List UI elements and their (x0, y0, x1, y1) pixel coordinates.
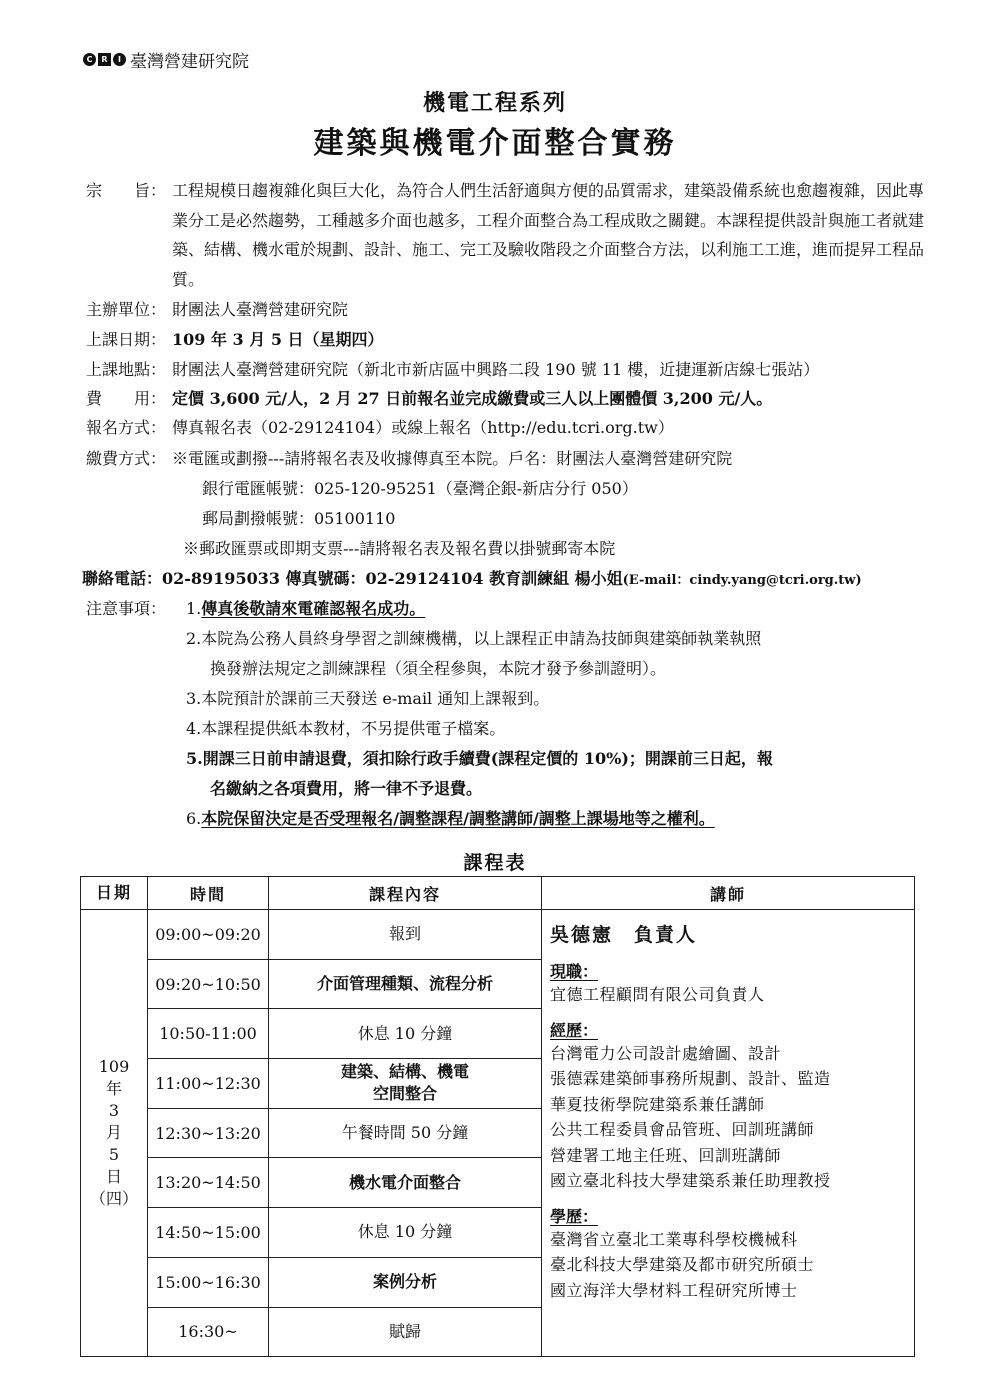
course-series: 機電工程系列 (422, 90, 567, 116)
experience-label: 經歷： (550, 1020, 599, 1040)
payment-method-1: ※電匯或劃撥---請將報名表及收據傳真至本院。戶名：財團法人臺灣營建研究院 (172, 449, 733, 468)
notes-row-1 (86, 594, 425, 623)
payment-label: 繳費方式： (86, 449, 167, 468)
note-6-row (186, 804, 715, 833)
time-cell: 10:50-11:00 (148, 1009, 269, 1059)
current-position-label: 現職： (550, 962, 599, 981)
column-header-content: 課程內容 (269, 877, 542, 910)
table-header-row (81, 877, 915, 910)
content-cell: 休息 10 分鐘 (269, 1208, 542, 1258)
date-line: 月 (105, 1123, 122, 1143)
date-line: 日 (105, 1167, 122, 1187)
venue-row (86, 355, 819, 384)
fee-row (86, 384, 772, 413)
fee-label: 費 用： (86, 389, 167, 408)
note-6: 本院保留決定是否受理報名/調整課程/調整講師/調整上課場地等之權利。 (201, 809, 715, 828)
time-cell: 09:00~09:20 (148, 910, 269, 960)
note-2a: 2.本院為公務人員終身學習之訓練機構，以上課程正申請為技師與建築師執業執照 (186, 629, 762, 648)
logo-letter: I (113, 53, 126, 66)
organizer-value: 財團法人臺灣營建研究院 (172, 300, 349, 319)
venue-value: 財團法人臺灣營建研究院（新北市新店區中興路二段 190 號 11 樓，近捷運新店線七張站） (172, 360, 820, 379)
register-row (86, 413, 674, 442)
payment-method-2: ※郵政匯票或即期支票---請將報名表及報名費以掛號郵寄本院 (183, 539, 616, 558)
date-line: 5 (108, 1145, 120, 1165)
date-line: 年 (105, 1079, 122, 1099)
note-1: 傳真後敬請來電確認報名成功。 (201, 599, 426, 618)
contact-row (82, 564, 862, 595)
note-5b: 名繳納之各項費用，將一律不予退費。 (210, 779, 483, 798)
content-cell: 介面管理種類、流程分析 (269, 959, 542, 1009)
schedule-caption: 課程表 (463, 852, 527, 874)
logo-letter: R (98, 53, 111, 66)
page-title: 建築與機電介面整合實務 (313, 126, 677, 161)
education-item: 臺北科技大學建築及都市研究所碩士 (550, 1255, 815, 1274)
table-row (81, 910, 915, 960)
content-cell: 案例分析 (269, 1257, 542, 1307)
date-line: （四） (89, 1189, 138, 1209)
register-value: 傳真報名表（02-29124104）或線上報名（http://edu.tcri.org.tw） (172, 418, 674, 437)
contact-email: (E-mail：cindy.yang@tcri.org.tw) (622, 573, 862, 588)
note-number: 1. (186, 599, 202, 618)
schedule-body (81, 910, 915, 1357)
fee-value: 定價 3,600 元/人，2 月 27 日前報名並完成繳費或三人以上團體價 3,200 元/人。 (172, 389, 773, 408)
experience-item: 營建署工地主任班、回訓班講師 (550, 1145, 782, 1165)
logo-letter: C (83, 53, 96, 66)
column-header-instructor: 講師 (542, 877, 915, 910)
schedule-table (80, 876, 915, 1357)
education-label: 學歷： (550, 1206, 599, 1226)
time-cell: 12:30~13:20 (148, 1108, 269, 1158)
postal-account: 郵局劃撥帳號：05100110 (202, 509, 396, 528)
time-cell: 09:20~10:50 (148, 959, 269, 1009)
time-cell: 11:00~12:30 (148, 1059, 269, 1109)
organizer-row (86, 295, 348, 324)
education-item: 臺灣省立臺北工業專科學校機械科 (550, 1229, 798, 1249)
date-label: 上課日期： (86, 330, 167, 349)
instructor-name: 吳德憲 負責人 (550, 924, 698, 946)
org-name: 臺灣營建研究院 (130, 51, 249, 72)
current-position: 宜德工程顧問有限公司負責人 (550, 985, 765, 1004)
content-cell: 賦歸 (269, 1307, 542, 1357)
education-item: 國立海洋大學材料工程研究所博士 (550, 1280, 798, 1300)
note-3: 3.本院預計於課前三天發送 e-mail 通知上課報到。 (186, 689, 550, 708)
purpose-label: 宗 旨： (86, 181, 167, 200)
note-4: 4.本課程提供紙本教材，不另提供電子檔案。 (186, 719, 506, 738)
date-line: 109 (98, 1057, 130, 1077)
notes-label: 注意事項： (86, 599, 167, 618)
experience-item: 國立臺北科技大學建築系兼任助理教授 (550, 1171, 831, 1190)
column-header-time: 時間 (148, 877, 269, 910)
content-cell: 休息 10 分鐘 (269, 1009, 542, 1059)
content-cell: 機水電介面整合 (269, 1158, 542, 1208)
note-5a: 5.開課三日前申請退費，須扣除行政手續費(課程定價的 10%)；開課前三日起，報 (186, 749, 773, 768)
org-logo (83, 46, 249, 72)
experience-item: 台灣電力公司設計處繪圖、設計 (550, 1043, 782, 1063)
register-label: 報名方式： (86, 418, 167, 437)
column-header-date: 日期 (81, 877, 148, 910)
venue-label: 上課地點： (86, 360, 167, 379)
bank-account: 銀行電匯帳號：025-120-95251（臺灣企銀-新店分行 050） (202, 479, 638, 498)
time-cell: 14:50~15:00 (148, 1208, 269, 1258)
instructor-cell (542, 910, 915, 1357)
experience-item: 張德霖建築師事務所規劃、設計、監造 (550, 1069, 831, 1088)
time-cell: 13:20~14:50 (148, 1158, 269, 1208)
logo-mark-icon (83, 53, 126, 66)
date-cell (81, 910, 148, 1357)
payment-row (86, 444, 732, 473)
date-value: 109 年 3 月 5 日（星期四） (172, 330, 384, 349)
content-cell: 建築、結構、機電 空間整合 (269, 1059, 542, 1109)
organizer-label: 主辦單位： (86, 300, 167, 319)
content-cell: 午餐時間 50 分鐘 (269, 1108, 542, 1158)
purpose-text: 工程規模日趨複雜化與巨大化，為符合人們生活舒適與方便的品質需求，建築設備系統也愈趨複雜，因此專業分工是必然趨勢，工種越多介面也越多，工程介面整合為工程成敗之關鍵。本課程提供設計與施工者就建築、結構、機水電於規劃、設計、施工、完工及驗收階段之介面整合方法，以利施工工進，進而提昇工程品質。 (172, 181, 925, 289)
experience-item: 公共工程委員會品管班、回訓班講師 (550, 1120, 815, 1139)
contact-info: 聯絡電話：02-89195033 傳真號碼：02-29124104 教育訓練組 楊小姐 (82, 569, 623, 588)
note-number: 6. (186, 809, 202, 828)
time-cell: 15:00~16:30 (148, 1257, 269, 1307)
date-line: 3 (108, 1101, 120, 1121)
experience-item: 華夏技術學院建築系兼任講師 (550, 1094, 765, 1114)
date-row (86, 325, 384, 354)
content-cell: 報到 (269, 910, 542, 960)
time-cell: 16:30~ (148, 1307, 269, 1357)
note-2b: 換發辦法規定之訓練課程（須全程參與，本院才發予參訓證明）。 (210, 659, 667, 678)
